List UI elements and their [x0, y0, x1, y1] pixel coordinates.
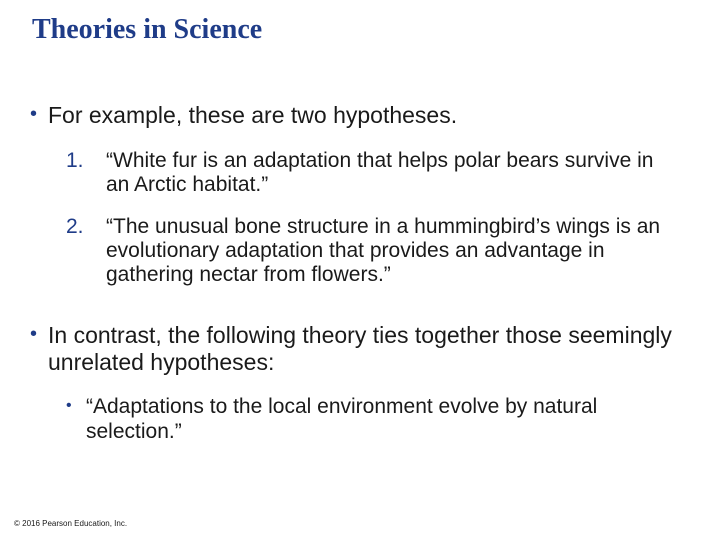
bullet-example	[30, 102, 690, 129]
slide-title: Theories in Science	[32, 14, 263, 45]
sub-bullet-dot-icon: •	[66, 397, 72, 414]
bullet-contrast	[30, 322, 690, 376]
bullet-dot-icon: •	[30, 103, 38, 125]
hypothesis-text: “White fur is an adaptation that helps polar bears survive in an Arctic habitat.”	[106, 149, 654, 196]
hypothesis-number: 1.	[66, 149, 84, 172]
theory-text: “Adaptations to the local environment evolve by natural selection.”	[86, 395, 598, 443]
bullet-contrast-text: In contrast, the following theory ties together those seemingly unrelated hypotheses:	[48, 322, 672, 375]
hypothesis-item	[66, 215, 686, 287]
bullet-dot-icon: •	[30, 323, 38, 345]
bullet-example-text: For example, these are two hypotheses.	[48, 102, 458, 128]
copyright-footer: © 2016 Pearson Education, Inc.	[14, 519, 128, 528]
hypothesis-number: 2.	[66, 215, 84, 238]
hypothesis-item	[66, 149, 676, 197]
hypothesis-text: “The unusual bone structure in a hummingbird’s wings is an evolutionary adaptation that provides an advantage in gathering nectar from flowers.”	[106, 215, 661, 286]
theory-item	[66, 394, 656, 444]
